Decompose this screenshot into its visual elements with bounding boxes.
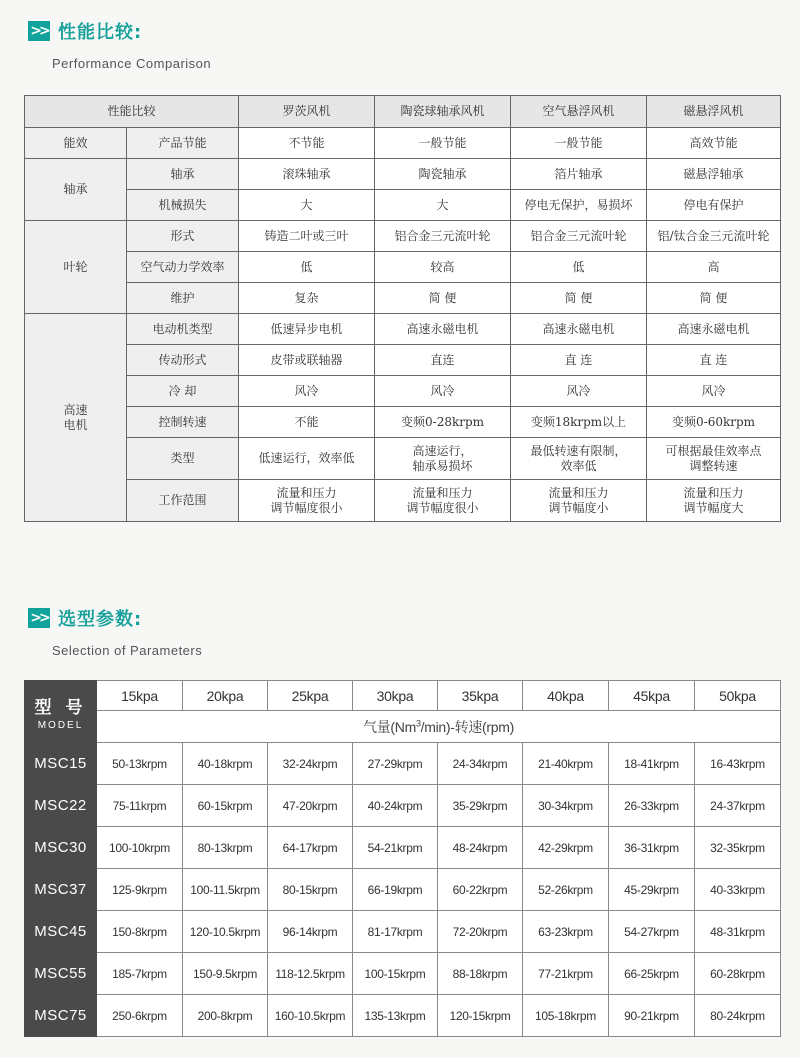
table-cell: 40-24krpm [353, 785, 438, 827]
table-cell: 160-10.5krpm [268, 995, 353, 1037]
table-cell: 60-22krpm [438, 869, 523, 911]
table-cell: 105-18krpm [523, 995, 609, 1037]
group-label [25, 314, 127, 522]
performance-table [24, 95, 781, 522]
performance-subtitle: Performance Comparison [52, 56, 212, 71]
cell-line: 低速运行，效率低 [258, 451, 355, 465]
cell-line: 可根据最佳效率点 [665, 443, 762, 458]
selection-table [24, 680, 781, 1037]
pressure-cell: 50kpa [695, 681, 781, 711]
model-cell: MSC30 [25, 827, 97, 869]
table-row [25, 480, 781, 522]
table-cell: 磁悬浮轴承 [647, 159, 781, 190]
table-cell: 高 [647, 252, 781, 283]
table-cell: 一般节能 [375, 128, 511, 159]
pressure-header-row [25, 681, 781, 711]
pressure-cell: 30kpa [353, 681, 438, 711]
row-label: 轴承 [127, 159, 239, 190]
group-label: 叶轮 [25, 221, 127, 314]
table-cell: 185-7krpm [97, 953, 183, 995]
table-cell [647, 480, 781, 522]
table-cell: 铝合金三元流叶轮 [375, 221, 511, 252]
table-cell: 停电有保护 [647, 190, 781, 221]
row-label: 工作范围 [127, 480, 239, 522]
model-cell: MSC75 [25, 995, 97, 1037]
table-cell: 60-15krpm [183, 785, 268, 827]
table-row [25, 376, 781, 407]
cell-line: 调节幅度小 [548, 500, 609, 515]
table-cell: 风冷 [647, 376, 781, 407]
table-cell: 54-27krpm [609, 911, 695, 953]
row-label: 传动形式 [127, 345, 239, 376]
table-cell: 不能 [239, 407, 375, 438]
table-cell: 90-21krpm [609, 995, 695, 1037]
cell-line: 流量和压力 [276, 485, 337, 500]
table-cell: 45-29krpm [609, 869, 695, 911]
group-label-line: 高速 [63, 402, 88, 417]
table-cell: 复杂 [239, 283, 375, 314]
table-cell: 60-28krpm [695, 953, 781, 995]
table-cell: 大 [239, 190, 375, 221]
model-header [25, 681, 97, 743]
header-cell: 磁悬浮风机 [647, 96, 781, 128]
cell-line: 高速运行， [412, 443, 473, 458]
table-cell: 21-40krpm [523, 743, 609, 785]
unit-label-prefix: 气量(Nm [363, 718, 416, 735]
row-label: 电动机类型 [127, 314, 239, 345]
table-cell: 18-41krpm [609, 743, 695, 785]
table-row [25, 159, 781, 190]
table-cell: 77-21krpm [523, 953, 609, 995]
table-cell: 不节能 [239, 128, 375, 159]
header-cell: 陶瓷球轴承风机 [375, 96, 511, 128]
table-cell: 100-10krpm [97, 827, 183, 869]
table-cell: 变频0-28krpm [375, 407, 511, 438]
performance-header-row [25, 96, 781, 128]
table-cell: 52-26krpm [523, 869, 609, 911]
table-cell: 54-21krpm [353, 827, 438, 869]
table-cell: 40-18krpm [183, 743, 268, 785]
table-row [25, 314, 781, 345]
table-cell: 30-34krpm [523, 785, 609, 827]
table-cell: 250-6krpm [97, 995, 183, 1037]
table-cell: 88-18krpm [438, 953, 523, 995]
selection-section-header [28, 607, 202, 658]
table-cell: 75-11krpm [97, 785, 183, 827]
table-cell: 较高 [375, 252, 511, 283]
table-row [25, 283, 781, 314]
table-cell: 80-13krpm [183, 827, 268, 869]
table-row [25, 190, 781, 221]
table-cell: 简 便 [511, 283, 647, 314]
double-chevron-icon: >> [28, 608, 50, 628]
row-label: 冷 却 [127, 376, 239, 407]
performance-section-header [28, 20, 211, 71]
table-cell: 简 便 [375, 283, 511, 314]
table-row [25, 221, 781, 252]
table-cell: 47-20krpm [268, 785, 353, 827]
table-cell [239, 480, 375, 522]
header-cell: 性能比较 [25, 96, 239, 128]
table-row [25, 785, 781, 827]
row-label: 控制转速 [127, 407, 239, 438]
table-cell: 一般节能 [511, 128, 647, 159]
table-cell: 滚珠轴承 [239, 159, 375, 190]
table-cell: 36-31krpm [609, 827, 695, 869]
table-cell: 27-29krpm [353, 743, 438, 785]
pressure-cell: 25kpa [268, 681, 353, 711]
table-cell: 120-10.5krpm [183, 911, 268, 953]
pressure-cell: 15kpa [97, 681, 183, 711]
table-cell [239, 438, 375, 480]
table-cell: 停电无保护，易损坏 [511, 190, 647, 221]
table-cell: 16-43krpm [695, 743, 781, 785]
table-cell: 150-8krpm [97, 911, 183, 953]
header-cell: 罗茨风机 [239, 96, 375, 128]
model-cell: MSC37 [25, 869, 97, 911]
table-row [25, 911, 781, 953]
table-cell: 高速永磁电机 [511, 314, 647, 345]
selection-subtitle: Selection of Parameters [52, 643, 203, 658]
row-label: 产品节能 [127, 128, 239, 159]
table-cell: 72-20krpm [438, 911, 523, 953]
table-cell: 200-8krpm [183, 995, 268, 1037]
table-cell: 80-24krpm [695, 995, 781, 1037]
model-cell: MSC15 [25, 743, 97, 785]
cell-line: 流量和压力 [548, 485, 609, 500]
table-cell: 26-33krpm [609, 785, 695, 827]
row-label: 机械损失 [127, 190, 239, 221]
table-cell: 150-9.5krpm [183, 953, 268, 995]
table-cell [511, 438, 647, 480]
table-cell: 32-35krpm [695, 827, 781, 869]
table-cell: 48-31krpm [695, 911, 781, 953]
selection-title: 选型参数: [58, 609, 143, 630]
row-label: 类型 [127, 438, 239, 480]
table-cell: 96-14krpm [268, 911, 353, 953]
double-chevron-icon: >> [28, 21, 50, 41]
group-label-line: 电机 [63, 417, 88, 432]
table-row [25, 953, 781, 995]
table-cell: 125-9krpm [97, 869, 183, 911]
table-cell: 直连 [375, 345, 511, 376]
table-row [25, 407, 781, 438]
unit-label [97, 711, 781, 743]
table-row [25, 345, 781, 376]
cell-line: 调节幅度很小 [406, 500, 479, 515]
table-row [25, 827, 781, 869]
table-row [25, 252, 781, 283]
table-cell [375, 438, 511, 480]
table-cell: 48-24krpm [438, 827, 523, 869]
selection-body [25, 743, 781, 1037]
table-row [25, 128, 781, 159]
table-cell: 简 便 [647, 283, 781, 314]
pressure-cell: 35kpa [438, 681, 523, 711]
cell-line: 轴承易损坏 [412, 458, 473, 473]
performance-title: 性能比较: [58, 22, 143, 43]
table-cell: 66-25krpm [609, 953, 695, 995]
table-cell: 135-13krpm [353, 995, 438, 1037]
table-cell: 风冷 [511, 376, 647, 407]
cell-line: 调节幅度大 [683, 500, 744, 515]
model-cell: MSC22 [25, 785, 97, 827]
cell-line: 流量和压力 [683, 485, 744, 500]
table-cell: 120-15krpm [438, 995, 523, 1037]
table-cell: 风冷 [375, 376, 511, 407]
table-cell: 皮带或联轴器 [239, 345, 375, 376]
cell-line: 流量和压力 [412, 485, 473, 500]
table-cell: 24-37krpm [695, 785, 781, 827]
table-cell: 高速永磁电机 [647, 314, 781, 345]
unit-label-suffix: /min)-转速(rpm) [420, 718, 514, 735]
table-cell: 35-29krpm [438, 785, 523, 827]
table-cell: 118-12.5krpm [268, 953, 353, 995]
table-cell: 40-33krpm [695, 869, 781, 911]
group-label: 能效 [25, 128, 127, 159]
cell-line: 调整转速 [689, 458, 738, 473]
model-cell: MSC55 [25, 953, 97, 995]
table-row [25, 743, 781, 785]
model-cell: MSC45 [25, 911, 97, 953]
table-cell: 直 连 [647, 345, 781, 376]
table-cell [511, 480, 647, 522]
pressure-cell: 45kpa [609, 681, 695, 711]
table-cell: 63-23krpm [523, 911, 609, 953]
table-cell: 64-17krpm [268, 827, 353, 869]
table-cell: 高速永磁电机 [375, 314, 511, 345]
header-cell: 空气悬浮风机 [511, 96, 647, 128]
unit-label-sup: 3 [415, 717, 421, 728]
table-cell: 低速异步电机 [239, 314, 375, 345]
table-cell: 箔片轴承 [511, 159, 647, 190]
table-row [25, 438, 781, 480]
table-cell: 24-34krpm [438, 743, 523, 785]
table-cell: 42-29krpm [523, 827, 609, 869]
table-cell: 80-15krpm [268, 869, 353, 911]
group-label: 轴承 [25, 159, 127, 221]
table-cell [375, 480, 511, 522]
table-cell: 变频0-60krpm [647, 407, 781, 438]
table-cell: 风冷 [239, 376, 375, 407]
table-cell: 变频18krpm以上 [511, 407, 647, 438]
model-header-en: MODEL [37, 719, 84, 731]
table-cell: 50-13krpm [97, 743, 183, 785]
unit-row [25, 711, 781, 743]
table-cell: 100-15krpm [353, 953, 438, 995]
table-cell: 陶瓷轴承 [375, 159, 511, 190]
table-cell: 直 连 [511, 345, 647, 376]
cell-line: 调节幅度很小 [270, 500, 343, 515]
table-cell: 32-24krpm [268, 743, 353, 785]
pressure-cell: 20kpa [183, 681, 268, 711]
row-label: 维护 [127, 283, 239, 314]
table-cell [647, 438, 781, 480]
table-cell: 100-11.5krpm [183, 869, 268, 911]
table-cell: 66-19krpm [353, 869, 438, 911]
table-cell: 低 [239, 252, 375, 283]
table-cell: 铸造二叶或三叶 [239, 221, 375, 252]
row-label: 形式 [127, 221, 239, 252]
table-cell: 低 [511, 252, 647, 283]
table-cell: 铝/钛合金三元流叶轮 [647, 221, 781, 252]
table-cell: 铝合金三元流叶轮 [511, 221, 647, 252]
model-header-cn: 型 号 [34, 697, 87, 718]
cell-line: 最低转速有限制， [530, 443, 627, 458]
cell-line: 效率低 [560, 458, 597, 473]
table-row [25, 869, 781, 911]
pressure-cell: 40kpa [523, 681, 609, 711]
table-cell: 高效节能 [647, 128, 781, 159]
table-cell: 81-17krpm [353, 911, 438, 953]
row-label: 空气动力学效率 [127, 252, 239, 283]
table-row [25, 995, 781, 1037]
table-cell: 大 [375, 190, 511, 221]
